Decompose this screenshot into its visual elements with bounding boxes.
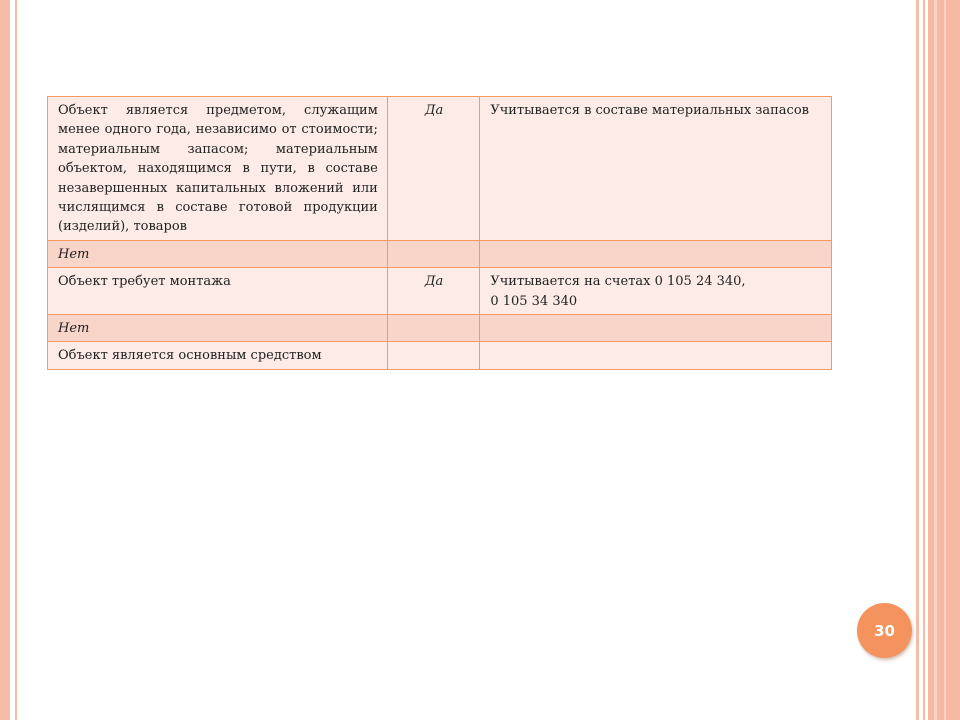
table-row xyxy=(48,315,832,342)
condition-cell: Нет xyxy=(48,240,388,267)
table-row xyxy=(48,342,832,369)
result-cell: Учитывается в составе материальных запасов xyxy=(480,97,832,241)
condition-cell: Объект является предметом, служащим менее одного года, независимо от стоимости; материальным запасом; материальным объектом, находящимся в пути, в составе незавершенных капитальных вложений или числящимся в составе готовой продукции (изделий), товаров xyxy=(48,97,388,241)
page-number-badge xyxy=(857,603,912,658)
answer-cell: Да xyxy=(387,268,479,315)
result-cell xyxy=(480,240,832,267)
decision-table xyxy=(47,96,832,370)
right-frame-bar-stripe xyxy=(934,0,937,720)
result-line: 0 105 34 340 xyxy=(490,293,578,309)
answer-cell xyxy=(387,315,479,342)
answer-cell: Да xyxy=(387,97,479,241)
result-cell xyxy=(480,342,832,369)
left-frame-bar xyxy=(0,0,10,720)
answer-cell xyxy=(387,240,479,267)
condition-cell: Объект является основным средством xyxy=(48,342,388,369)
result-line: Учитывается на счетах 0 105 24 340, xyxy=(490,274,746,290)
answer-cell xyxy=(387,342,479,369)
table-row xyxy=(48,97,832,241)
right-frame-line xyxy=(916,0,919,720)
condition-cell: Нет xyxy=(48,315,388,342)
condition-cell: Объект требует монтажа xyxy=(48,268,388,315)
table-row xyxy=(48,240,832,267)
result-cell xyxy=(480,315,832,342)
right-frame-bar-stripe-thin xyxy=(944,0,946,720)
result-cell xyxy=(480,268,832,315)
table-row xyxy=(48,268,832,315)
right-frame-line-thin xyxy=(923,0,925,720)
page-number: 30 xyxy=(874,621,895,640)
left-frame-line xyxy=(15,0,17,720)
